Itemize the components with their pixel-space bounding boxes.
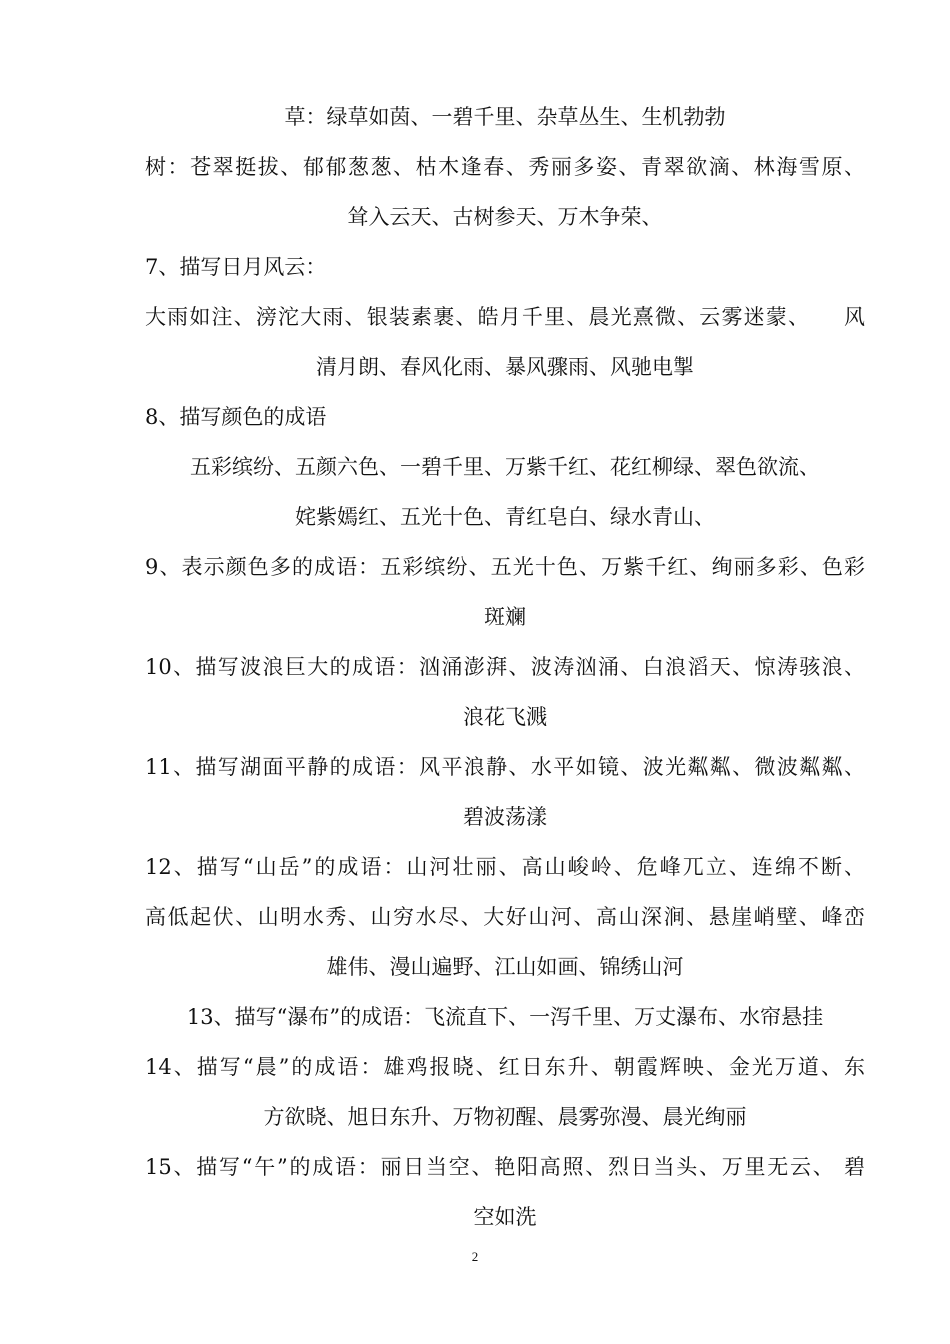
text-line-14-cont: 方欲晓、旭日东升、万物初醒、晨雾弥漫、晨光绚丽 [263,1105,747,1129]
text-line-9-cont: 斑斓 [484,605,526,629]
text-line-12: 12、描写“山岳”的成语：山河壮丽、高山峻岭、危峰兀立、连绵不断、 [145,855,865,879]
text-line-9: 9、表示颜色多的成语：五彩缤纷、五光十色、万紫千红、绚丽多彩、色彩 [145,555,865,579]
text-line-10: 10、描写波浪巨大的成语：汹涌澎湃、波涛汹涌、白浪滔天、惊涛骇浪、 [145,655,865,679]
text-line-grass: 草：绿草如茵、一碧千里、杂草丛生、生机勃勃 [284,105,726,129]
text-line-weather: 大雨如注、滂沱大雨、银装素裹、皓月千里、晨光熹微、云雾迷蒙、 风 [145,305,865,329]
text-line-10-cont: 浪花飞溅 [463,705,547,729]
heading-7: 7、描写日月风云： [145,255,327,279]
heading-8: 8、描写颜色的成语 [145,405,327,429]
text-line-15-cont: 空如洗 [473,1205,537,1229]
text-line-tree: 树：苍翠挺拔、郁郁葱葱、枯木逢春、秀丽多姿、青翠欲滴、林海雪原、 [145,155,865,179]
text-line-weather-cont: 清月朗、春风化雨、暴风骤雨、风驰电掣 [316,355,694,379]
text-line-15: 15、描写“午”的成语：丽日当空、艳阳高照、烈日当头、万里无云、 碧 [145,1155,865,1179]
text-line-colors-cont: 姹紫嫣红、五光十色、青红皂白、绿水青山、 [295,505,715,529]
text-line-12-cont: 高低起伏、山明水秀、山穷水尽、大好山河、高山深涧、悬崖峭壁、峰峦 [145,905,865,929]
text-line-12-end: 雄伟、漫山遍野、江山如画、锦绣山河 [326,955,684,979]
text-line-11: 11、描写湖面平静的成语：风平浪静、水平如镜、波光粼粼、微波粼粼、 [145,755,865,779]
text-line-colors: 五彩缤纷、五颜六色、一碧千里、万紫千红、花红柳绿、翠色欲流、 [190,455,820,479]
text-line-13: 13、描写“瀑布”的成语：飞流直下、一泻千里、万丈瀑布、水帘悬挂 [186,1005,824,1029]
page-number: 2 [471,1249,479,1264]
text-line-11-cont: 碧波荡漾 [463,805,547,829]
text-line-tree-cont: 耸入云天、古树参天、万木争荣、 [347,205,663,229]
text-line-14: 14、描写“晨”的成语：雄鸡报晓、红日东升、朝霞辉映、金光万道、东 [145,1055,865,1079]
